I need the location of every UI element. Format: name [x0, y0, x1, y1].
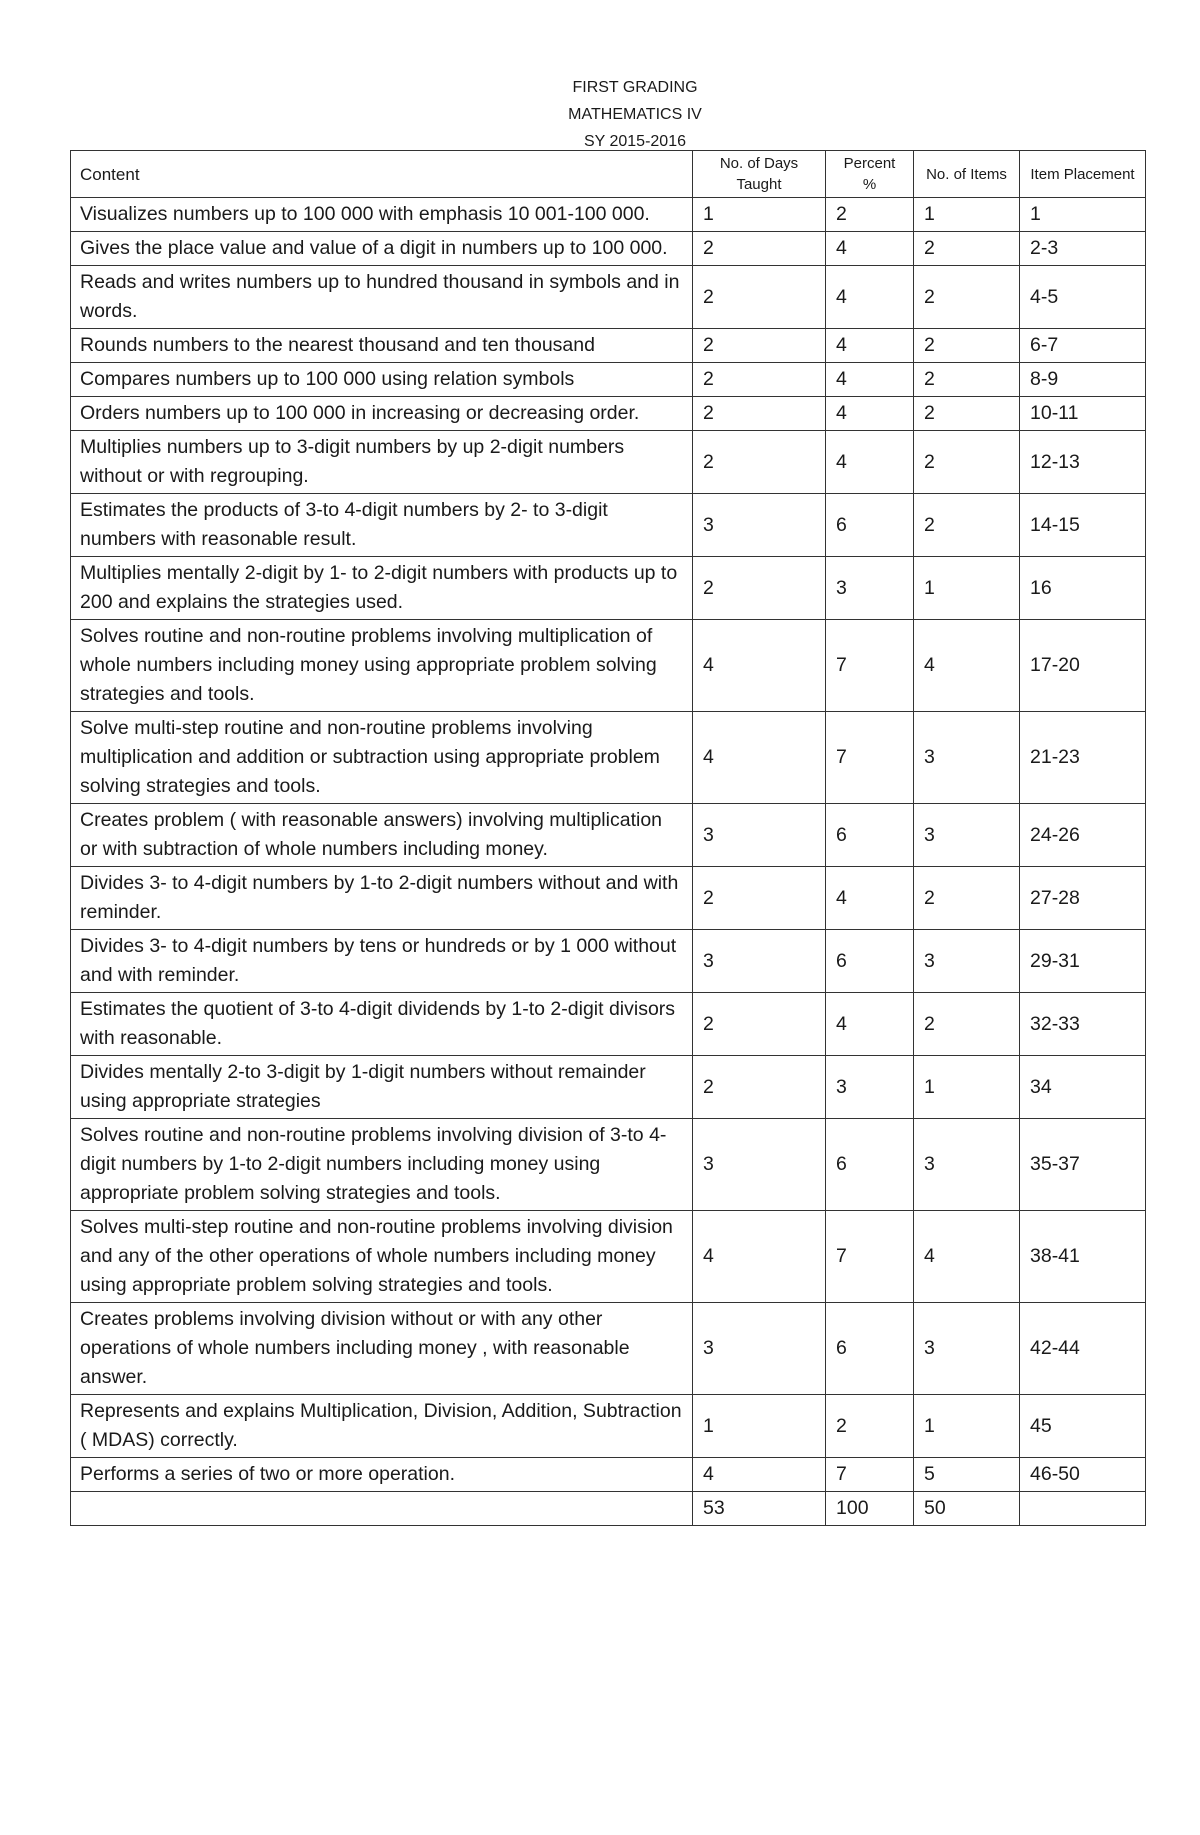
- column-header-percent: Percent %: [826, 151, 914, 198]
- cell-days-taught: 2: [693, 557, 826, 620]
- cell-days-taught: 3: [693, 930, 826, 993]
- cell-items: 2: [914, 363, 1020, 397]
- cell-items: 2: [914, 867, 1020, 930]
- cell-percent: 6: [826, 804, 914, 867]
- cell-days-taught: 1: [693, 198, 826, 232]
- cell-items: 1: [914, 557, 1020, 620]
- cell-content: Divides 3- to 4-digit numbers by tens or hundreds or by 1 000 without and with reminder.: [71, 930, 693, 993]
- cell-items: 3: [914, 804, 1020, 867]
- cell-percent: 4: [826, 993, 914, 1056]
- cell-percent: 4: [826, 329, 914, 363]
- cell-content: Estimates the quotient of 3-to 4-digit dividends by 1-to 2-digit divisors with reasonable.: [71, 993, 693, 1056]
- cell-placement: 14-15: [1020, 494, 1146, 557]
- cell-items: 1: [914, 198, 1020, 232]
- cell-percent: 7: [826, 1211, 914, 1303]
- cell-placement: 6-7: [1020, 329, 1146, 363]
- table-row: [71, 1211, 1146, 1303]
- cell-percent: 4: [826, 266, 914, 329]
- cell-percent: 3: [826, 1056, 914, 1119]
- cell-days-taught: 3: [693, 804, 826, 867]
- table-row: [71, 1119, 1146, 1211]
- cell-days-taught: 4: [693, 1211, 826, 1303]
- cell-items: 1: [914, 1395, 1020, 1458]
- cell-days-taught: 2: [693, 363, 826, 397]
- column-header-content: Content: [71, 151, 693, 198]
- cell-placement: 29-31: [1020, 930, 1146, 993]
- cell-days-taught: 4: [693, 712, 826, 804]
- cell-items: 4: [914, 1211, 1020, 1303]
- cell-placement: 2-3: [1020, 232, 1146, 266]
- cell-days-taught: 3: [693, 1119, 826, 1211]
- totals-row: [71, 1492, 1146, 1526]
- cell-items: 1: [914, 1056, 1020, 1119]
- cell-content: Gives the place value and value of a digit in numbers up to 100 000.: [71, 232, 693, 266]
- cell-items: 3: [914, 712, 1020, 804]
- cell-placement: 34: [1020, 1056, 1146, 1119]
- cell-content: Orders numbers up to 100 000 in increasing or decreasing order.: [71, 397, 693, 431]
- table-row: [71, 494, 1146, 557]
- cell-placement: 12-13: [1020, 431, 1146, 494]
- column-header-days-taught: No. of Days Taught: [693, 151, 826, 198]
- cell-content: Divides mentally 2-to 3-digit by 1-digit numbers without remainder using appropriate strategies: [71, 1056, 693, 1119]
- table-row: [71, 329, 1146, 363]
- table-body: [71, 198, 1146, 1526]
- cell-placement: 10-11: [1020, 397, 1146, 431]
- cell-days-taught: 3: [693, 494, 826, 557]
- cell-percent: 2: [826, 1395, 914, 1458]
- table-row: [71, 557, 1146, 620]
- cell-percent: 4: [826, 397, 914, 431]
- cell-percent: 6: [826, 930, 914, 993]
- table-row: [71, 804, 1146, 867]
- cell-percent: 6: [826, 1119, 914, 1211]
- cell-content: Multiplies mentally 2-digit by 1- to 2-digit numbers with products up to 200 and explains the strategies used.: [71, 557, 693, 620]
- table-row: [71, 712, 1146, 804]
- cell-percent: 2: [826, 198, 914, 232]
- cell-days-taught: 2: [693, 232, 826, 266]
- table-of-specifications: [70, 150, 1146, 1526]
- subject-title: MATHEMATICS IV: [568, 106, 702, 123]
- cell-content: Reads and writes numbers up to hundred thousand in symbols and in words.: [71, 266, 693, 329]
- table-row: [71, 363, 1146, 397]
- table-row: [71, 867, 1146, 930]
- cell-content: Solves routine and non-routine problems involving division of 3-to 4-digit numbers by 1-to 2-digit numbers including money using appropriate problem solving strategies and tools.: [71, 1119, 693, 1211]
- cell-days-taught: 2: [693, 1056, 826, 1119]
- grading-period-title: FIRST GRADING: [572, 79, 698, 96]
- table-row: [71, 431, 1146, 494]
- cell-items: 4: [914, 620, 1020, 712]
- cell-percent: 4: [826, 363, 914, 397]
- cell-percent: 100: [826, 1492, 914, 1526]
- cell-percent: 6: [826, 494, 914, 557]
- cell-percent: 7: [826, 620, 914, 712]
- cell-days-taught: 2: [693, 397, 826, 431]
- table-row: [71, 930, 1146, 993]
- cell-content: Estimates the products of 3-to 4-digit numbers by 2- to 3-digit numbers with reasonable result.: [71, 494, 693, 557]
- cell-percent: 7: [826, 1458, 914, 1492]
- cell-days-taught: 2: [693, 993, 826, 1056]
- cell-items: 2: [914, 397, 1020, 431]
- cell-percent: 3: [826, 557, 914, 620]
- cell-items: 3: [914, 930, 1020, 993]
- cell-days-taught: 3: [693, 1303, 826, 1395]
- cell-days-taught: 4: [693, 1458, 826, 1492]
- cell-days-taught: 2: [693, 329, 826, 363]
- table-header-row: [71, 151, 1146, 198]
- cell-content: Solve multi-step routine and non-routine problems involving multiplication and addition or subtraction using appropriate problem solving strategies and tools.: [71, 712, 693, 804]
- column-header-placement: Item Placement: [1020, 151, 1146, 198]
- cell-percent: 4: [826, 867, 914, 930]
- cell-content: Represents and explains Multiplication, Division, Addition, Subtraction ( MDAS) correctly.: [71, 1395, 693, 1458]
- table-row: [71, 1395, 1146, 1458]
- table-row: [71, 266, 1146, 329]
- cell-percent: 4: [826, 232, 914, 266]
- cell-percent: 4: [826, 431, 914, 494]
- cell-content: Creates problem ( with reasonable answers) involving multiplication or with subtraction of whole numbers including money.: [71, 804, 693, 867]
- column-header-items: No. of Items: [914, 151, 1020, 198]
- cell-placement: 42-44: [1020, 1303, 1146, 1395]
- cell-items: 2: [914, 232, 1020, 266]
- cell-placement: 17-20: [1020, 620, 1146, 712]
- cell-placement: 8-9: [1020, 363, 1146, 397]
- table-row: [71, 397, 1146, 431]
- cell-content: Performs a series of two or more operation.: [71, 1458, 693, 1492]
- cell-content: Compares numbers up to 100 000 using relation symbols: [71, 363, 693, 397]
- table-row: [71, 993, 1146, 1056]
- table-row: [71, 198, 1146, 232]
- cell-items: 3: [914, 1303, 1020, 1395]
- cell-placement: 32-33: [1020, 993, 1146, 1056]
- cell-percent: 7: [826, 712, 914, 804]
- cell-items: 2: [914, 993, 1020, 1056]
- cell-content: [71, 1492, 693, 1526]
- cell-days-taught: 4: [693, 620, 826, 712]
- cell-days-taught: 2: [693, 431, 826, 494]
- table-row: [71, 1303, 1146, 1395]
- cell-placement: [1020, 1492, 1146, 1526]
- table-row: [71, 232, 1146, 266]
- cell-content: Solves routine and non-routine problems involving multiplication of whole numbers including money using appropriate problem solving strategies and tools.: [71, 620, 693, 712]
- cell-items: 2: [914, 329, 1020, 363]
- cell-days-taught: 2: [693, 266, 826, 329]
- cell-items: 3: [914, 1119, 1020, 1211]
- cell-placement: 45: [1020, 1395, 1146, 1458]
- cell-content: Visualizes numbers up to 100 000 with emphasis 10 001-100 000.: [71, 198, 693, 232]
- cell-content: Divides 3- to 4-digit numbers by 1-to 2-digit numbers without and with reminder.: [71, 867, 693, 930]
- cell-placement: 21-23: [1020, 712, 1146, 804]
- document-header: [0, 74, 1200, 155]
- cell-placement: 1: [1020, 198, 1146, 232]
- cell-content: Multiplies numbers up to 3-digit numbers by up 2-digit numbers without or with regrouping.: [71, 431, 693, 494]
- school-year-title: SY 2015-2016: [583, 133, 686, 150]
- table-row: [71, 620, 1146, 712]
- cell-days-taught: 1: [693, 1395, 826, 1458]
- cell-placement: 24-26: [1020, 804, 1146, 867]
- cell-items: 5: [914, 1458, 1020, 1492]
- cell-items: 2: [914, 431, 1020, 494]
- cell-placement: 16: [1020, 557, 1146, 620]
- cell-percent: 6: [826, 1303, 914, 1395]
- table-row: [71, 1056, 1146, 1119]
- cell-items: 50: [914, 1492, 1020, 1526]
- cell-content: Solves multi-step routine and non-routine problems involving division and any of the other operations of whole numbers including money using appropriate problem solving strategies and tools.: [71, 1211, 693, 1303]
- cell-days-taught: 53: [693, 1492, 826, 1526]
- cell-content: Creates problems involving division without or with any other operations of whole numbers including money , with reasonable answer.: [71, 1303, 693, 1395]
- cell-content: Rounds numbers to the nearest thousand and ten thousand: [71, 329, 693, 363]
- table-row: [71, 1458, 1146, 1492]
- cell-items: 2: [914, 494, 1020, 557]
- cell-placement: 46-50: [1020, 1458, 1146, 1492]
- cell-placement: 27-28: [1020, 867, 1146, 930]
- cell-placement: 35-37: [1020, 1119, 1146, 1211]
- cell-items: 2: [914, 266, 1020, 329]
- cell-placement: 4-5: [1020, 266, 1146, 329]
- cell-placement: 38-41: [1020, 1211, 1146, 1303]
- cell-days-taught: 2: [693, 867, 826, 930]
